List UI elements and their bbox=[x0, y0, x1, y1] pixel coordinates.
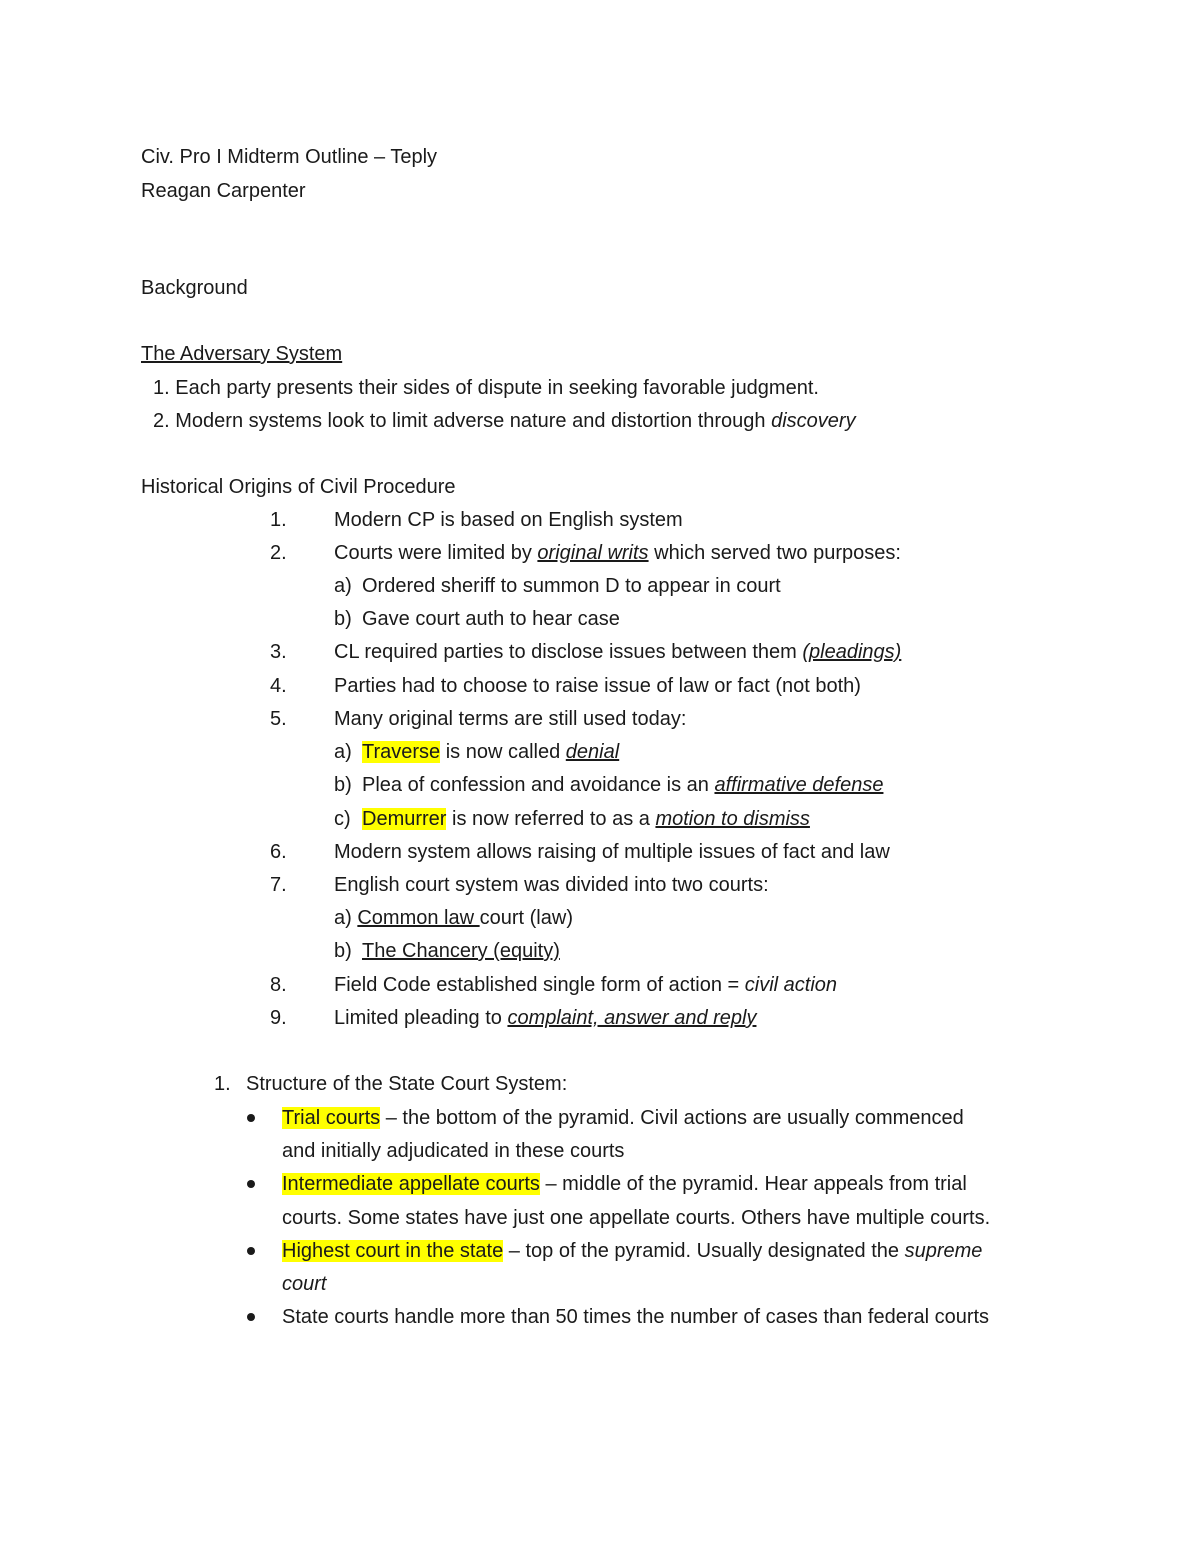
list-text: Each party presents their sides of dispute in seeking favorable judgment. bbox=[175, 377, 819, 399]
history-item-5b bbox=[362, 771, 883, 799]
term-complaint-answer-reply: complaint, answer and reply bbox=[507, 1007, 757, 1029]
highlight-demurrer: Demurrer bbox=[362, 808, 447, 830]
highlight-trial-courts: Trial courts bbox=[282, 1107, 381, 1129]
state-bullet-3-cont: court bbox=[282, 1273, 327, 1295]
term-affirmative-defense: affirmative defense bbox=[714, 774, 884, 796]
state-bullet-1 bbox=[282, 1104, 964, 1132]
background-heading: Background bbox=[141, 277, 248, 299]
highlight-highest-court: Highest court in the state bbox=[282, 1240, 504, 1262]
term-supreme: supreme bbox=[904, 1240, 983, 1262]
bullet-icon bbox=[247, 1180, 255, 1188]
term-denial: denial bbox=[565, 741, 620, 763]
list-number: 5. bbox=[270, 708, 287, 730]
history-item-7: English court system was divided into two courts: bbox=[334, 874, 769, 896]
text: is now referred to as a bbox=[446, 808, 656, 830]
sub-label: a) bbox=[334, 575, 352, 597]
sub-label: b) bbox=[334, 940, 352, 962]
term-motion-to-dismiss: motion to dismiss bbox=[655, 808, 810, 830]
list-text: Modern systems look to limit adverse nature and distortion through bbox=[175, 410, 772, 432]
list-number: 4. bbox=[270, 675, 287, 697]
text: – top of the pyramid. Usually designated the bbox=[503, 1240, 905, 1262]
bullet-icon bbox=[247, 1313, 255, 1321]
history-item-2b: Gave court auth to hear case bbox=[362, 608, 620, 630]
sub-label: b) bbox=[334, 774, 352, 796]
history-item-5: Many original terms are still used today: bbox=[334, 708, 687, 730]
text: Plea of confession and avoidance is an bbox=[362, 774, 715, 796]
adversary-item-2 bbox=[153, 407, 856, 435]
history-item-1: Modern CP is based on English system bbox=[334, 509, 683, 531]
term-common-law: Common law bbox=[357, 907, 480, 929]
history-item-5a bbox=[362, 738, 619, 766]
list-number: 9. bbox=[270, 1007, 287, 1029]
list-number: 2. bbox=[270, 542, 287, 564]
adversary-item-1 bbox=[153, 374, 819, 402]
text: Field Code established single form of action = bbox=[334, 974, 745, 996]
history-item-6: Modern system allows raising of multiple issues of fact and law bbox=[334, 841, 890, 863]
state-bullet-2 bbox=[282, 1170, 967, 1198]
list-number: 1. bbox=[270, 509, 287, 531]
list-number: 1. bbox=[214, 1073, 231, 1095]
sub-label: c) bbox=[334, 808, 351, 830]
text: – middle of the pyramid. Hear appeals from trial bbox=[539, 1173, 967, 1195]
bullet-icon bbox=[247, 1247, 255, 1255]
sub-label: a) bbox=[334, 907, 352, 929]
history-item-4: Parties had to choose to raise issue of law or fact (not both) bbox=[334, 675, 861, 697]
history-item-7a bbox=[334, 904, 573, 932]
text: which served two purposes: bbox=[648, 542, 901, 564]
document-title: Civ. Pro I Midterm Outline – Teply bbox=[141, 146, 438, 168]
author-name: Reagan Carpenter bbox=[141, 180, 306, 202]
text: court (law) bbox=[479, 907, 573, 929]
history-heading: Historical Origins of Civil Procedure bbox=[141, 476, 456, 498]
highlight-intermediate-appellate: Intermediate appellate courts bbox=[282, 1173, 540, 1195]
list-number: 6. bbox=[270, 841, 287, 863]
history-item-2 bbox=[334, 539, 901, 567]
term-original-writs: original writs bbox=[537, 542, 649, 564]
term-pleadings: (pleadings) bbox=[802, 641, 902, 663]
text: is now called bbox=[440, 741, 566, 763]
history-item-5c bbox=[362, 805, 810, 833]
term-civil-action: civil action bbox=[744, 974, 838, 996]
bullet-icon bbox=[247, 1114, 255, 1122]
state-courts-heading: Structure of the State Court System: bbox=[246, 1073, 568, 1095]
state-bullet-3 bbox=[282, 1237, 982, 1265]
text: Courts were limited by bbox=[334, 542, 538, 564]
history-item-9 bbox=[334, 1004, 756, 1032]
list-number: 7. bbox=[270, 874, 287, 896]
term-chancery: The Chancery (equity) bbox=[362, 940, 560, 962]
history-item-8 bbox=[334, 971, 837, 999]
list-number: 1. bbox=[153, 377, 170, 399]
list-number: 3. bbox=[270, 641, 287, 663]
adversary-heading: The Adversary System bbox=[141, 343, 343, 365]
text: CL required parties to disclose issues between them bbox=[334, 641, 803, 663]
text: Limited pleading to bbox=[334, 1007, 508, 1029]
state-bullet-1-cont: and initially adjudicated in these courts bbox=[282, 1140, 625, 1162]
sub-label: a) bbox=[334, 741, 352, 763]
state-bullet-2-cont: courts. Some states have just one appellate courts. Others have multiple courts. bbox=[282, 1207, 991, 1229]
history-item-3 bbox=[334, 638, 901, 666]
state-bullet-4: State courts handle more than 50 times the number of cases than federal courts bbox=[282, 1306, 990, 1328]
sub-label: b) bbox=[334, 608, 352, 630]
emphasis-text: discovery bbox=[771, 410, 856, 432]
list-number: 8. bbox=[270, 974, 287, 996]
highlight-traverse: Traverse bbox=[362, 741, 441, 763]
text: – the bottom of the pyramid. Civil actions are usually commenced bbox=[380, 1107, 964, 1129]
list-number: 2. bbox=[153, 410, 170, 432]
history-item-2a: Ordered sheriff to summon D to appear in court bbox=[362, 575, 781, 597]
